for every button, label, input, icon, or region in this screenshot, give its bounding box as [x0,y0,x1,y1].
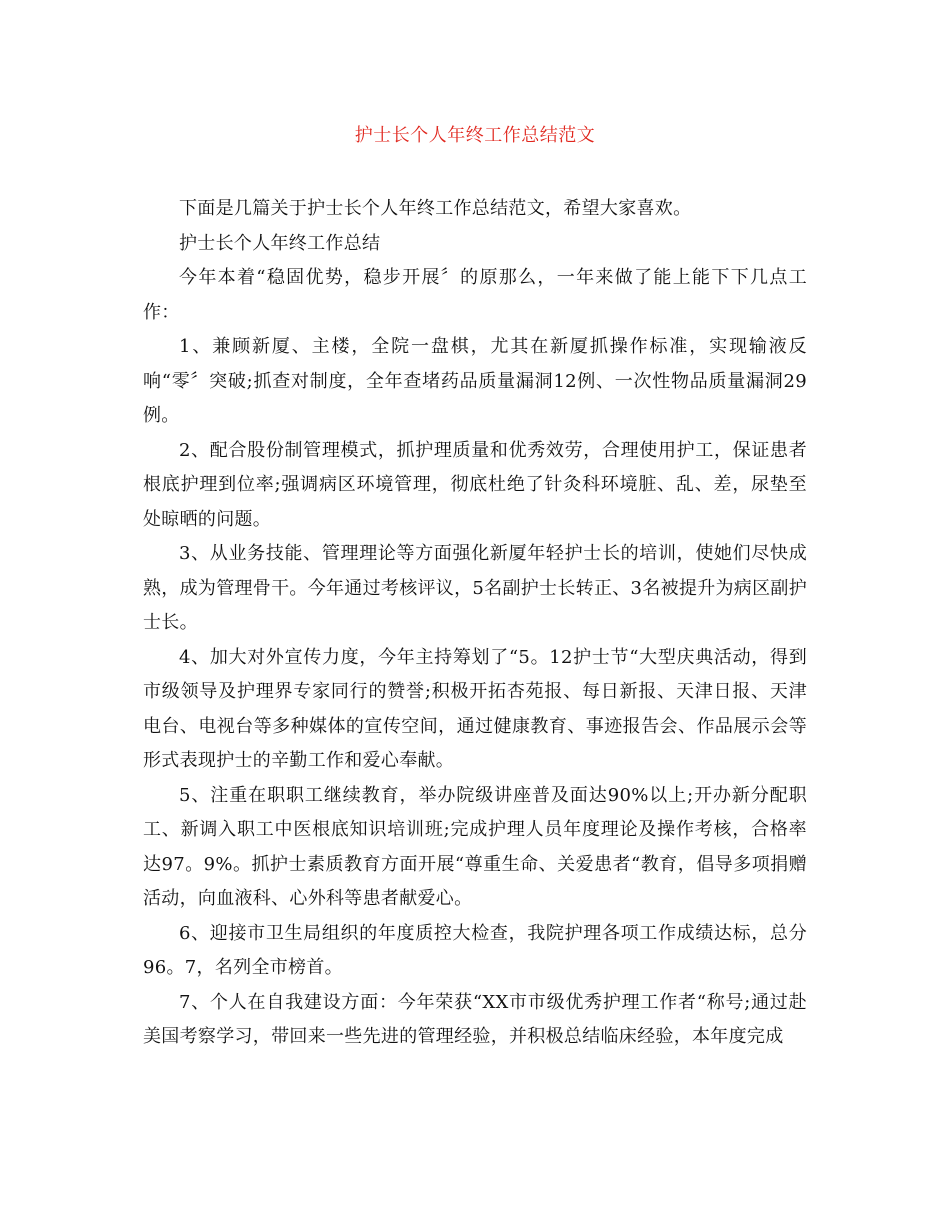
document-body [143,192,807,1055]
document-title: 护士长个人年终工作总结范文 [354,125,596,146]
paragraph-item-2: 2、配合股份制管理模式，抓护理质量和优秀效劳，合理使用护工，保证患者根底护理到位率;强调病区环境管理，彻底杜绝了针灸科环境脏、乱、差，尿垫至处晾晒的问题。 [143,439,807,530]
paragraph-item-7: 7、个人在自我建设方面：今年荣获“XX市市级优秀护理工作者“称号;通过赴美国考察学习，带回来一些先进的管理经验，并积极总结临床经验，本年度完成 [143,991,807,1047]
paragraph-intro: 下面是几篇关于护士长个人年终工作总结范文，希望大家喜欢。 [179,198,692,219]
paragraph-item-3: 3、从业务技能、管理理论等方面强化新厦年轻护士长的培训，使她们尽快成熟，成为管理骨干。今年通过考核评议，5名副护士长转正、3名被提升为病区副护士长。 [143,543,808,633]
paragraph-item-4: 4、加大对外宣传力度，今年主持筹划了“5。12护士节“大型庆典活动，得到市级领导及护理界专家同行的赞誉;积极开拓杏苑报、每日新报、天津日报、天津电台、电视台等多种媒体的宣传空间，通过健康教育、事迹报告会、作品展示会等形式表现护士的辛勤工作和爱心奉献。 [143,646,807,771]
paragraph-heading: 护士长个人年终工作总结 [179,232,381,254]
paragraph-item-5: 5、注重在职职工继续教育，举办院级讲座普及面达90%以上;开办新分配职工、新调入职工中医根底知识培训班;完成护理人员年度理论及操作考核，合格率达97。9%。抓护士素质教育方面开展“尊重生命、关爱患者“教育，倡导多项捐赠活动，向血液科、心外科等患者献爱心。 [143,784,807,909]
paragraph-item-1: 1、兼顾新厦、主楼，全院一盘棋，尤其在新厦抓操作标准，实现输液反响“零〞突破;抓查对制度，全年查堵药品质量漏洞12例、一次性物品质量漏洞29例。 [143,336,807,426]
paragraph-item-6: 6、迎接市卫生局组织的年度质控大检查，我院护理各项工作成绩达标，总分96。7，名列全市榜首。 [143,922,807,978]
paragraph-overview: 今年本着“稳固优势，稳步开展〞的原那么，一年来做了能上能下下几点工作： [143,267,807,323]
